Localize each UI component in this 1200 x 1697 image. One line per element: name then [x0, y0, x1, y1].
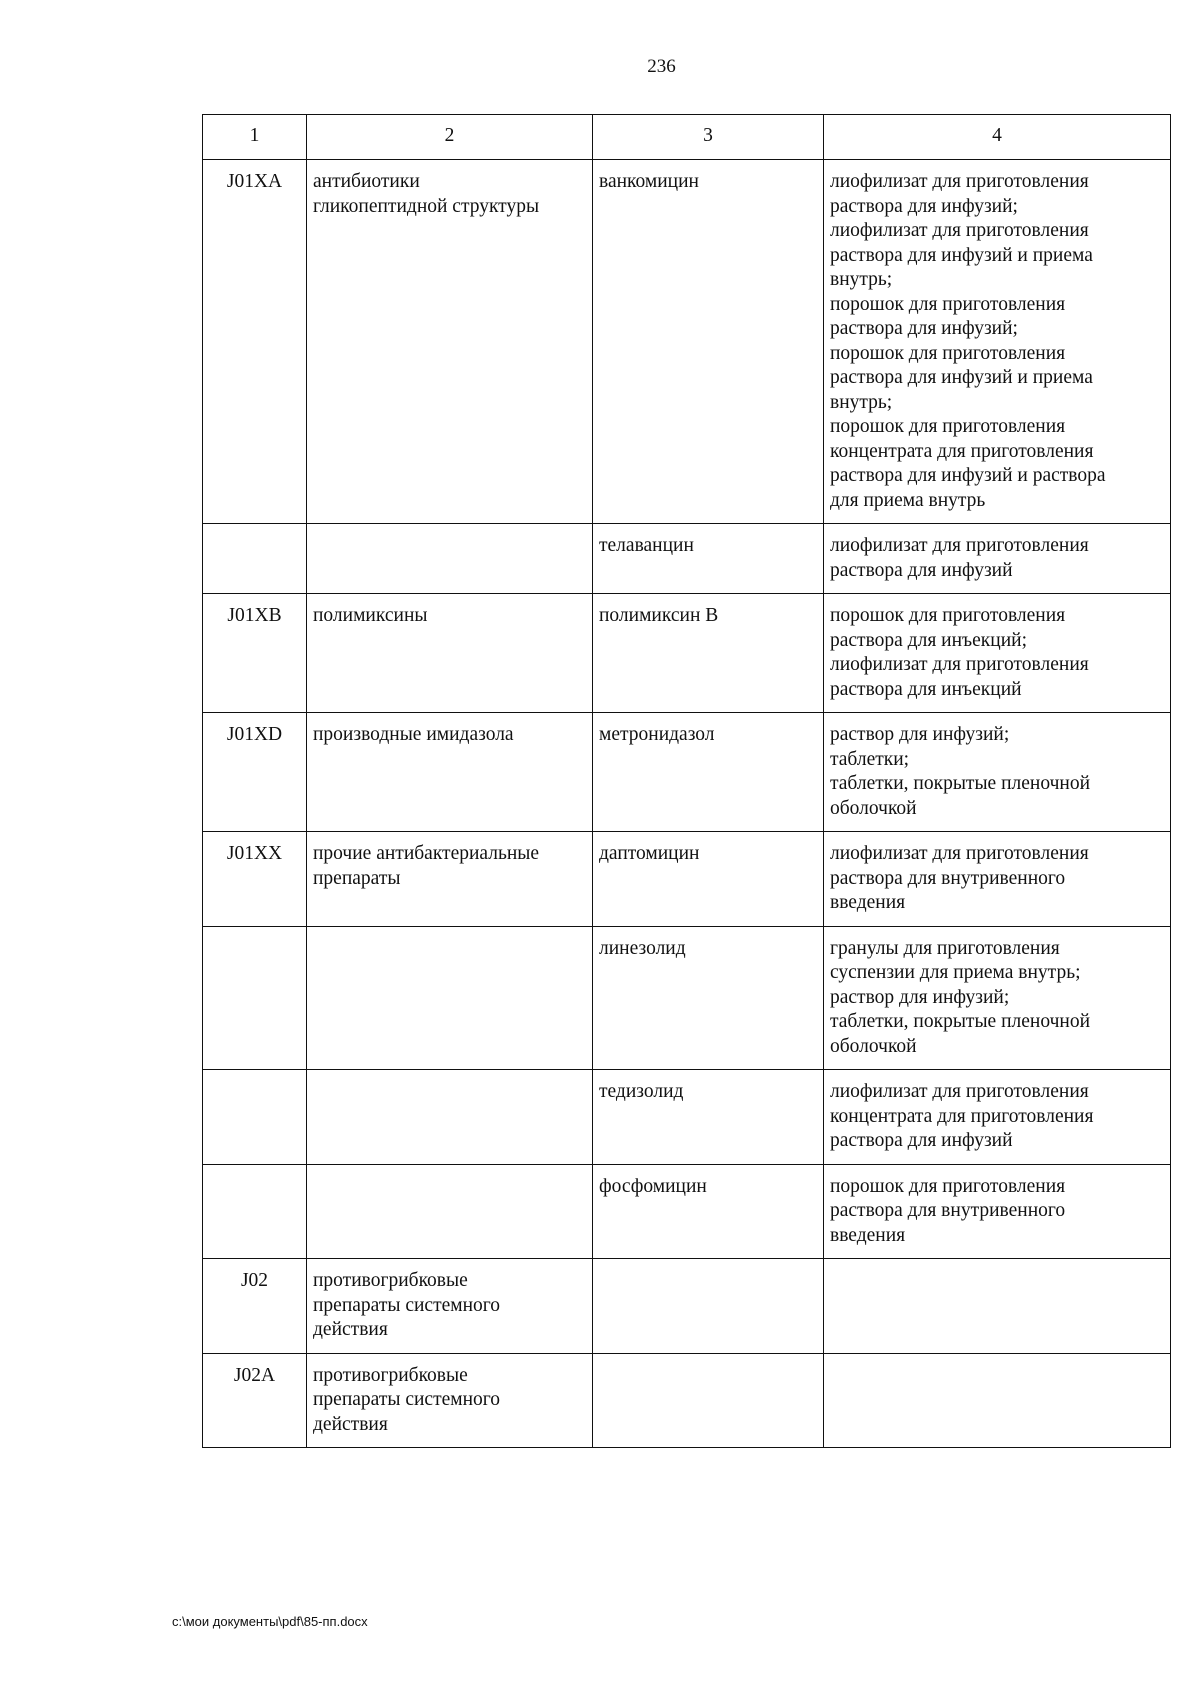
dosage-form-line: раствора для инфузий [830, 559, 1013, 581]
dosage-form-line: раствор для инфузий; [830, 986, 1010, 1008]
dosage-forms-cell [824, 1164, 1171, 1259]
header-col-4: 4 [824, 115, 1171, 160]
atc-code-cell: J01XD [203, 713, 307, 832]
page-number: 236 [647, 56, 676, 77]
dosage-form-line: гранулы для приготовления [830, 937, 1060, 959]
drug-name-cell: даптомицин [593, 832, 824, 927]
group-name-line: производные имидазола [313, 724, 514, 745]
drug-name-cell: телаванцин [593, 524, 824, 594]
group-name-line: противогрибковые [313, 1364, 468, 1386]
dosage-form-line: внутрь; [830, 269, 893, 290]
dosage-form-line: раствора для инфузий [830, 1130, 1013, 1151]
table-row [203, 594, 1171, 713]
dosage-forms-cell [824, 1070, 1171, 1165]
dosage-forms-cell [824, 832, 1171, 927]
header-row [203, 115, 1171, 160]
dosage-form-line: раствора для инъекций [830, 678, 1022, 700]
dosage-forms-cell [824, 1259, 1171, 1354]
group-name-cell [307, 1070, 593, 1165]
group-name-line: препараты системного [313, 1389, 501, 1410]
group-name-cell [307, 1259, 593, 1354]
group-name-cell [307, 713, 593, 832]
atc-code-cell: J02 [203, 1259, 307, 1354]
atc-code-cell [203, 926, 307, 1070]
dosage-form-line: таблетки; [830, 748, 910, 770]
dosage-form-line: раствора для инъекций; [830, 629, 1027, 651]
dosage-form-line: таблетки, покрытые пленочной [830, 773, 1091, 794]
footer-file-path: c:\мои документы\pdf\85-пп.docx [172, 1614, 368, 1629]
dosage-forms-cell [824, 713, 1171, 832]
drug-name-cell: ванкомицин [593, 160, 824, 524]
dosage-form-line: концентрата для приготовления [830, 440, 1094, 462]
group-name-cell [307, 524, 593, 594]
dosage-forms-cell [824, 926, 1171, 1070]
atc-code-cell: J02A [203, 1353, 307, 1448]
dosage-form-line: лиофилизат для приготовления [830, 171, 1089, 192]
group-name-line: действия [313, 1319, 388, 1340]
header-col-1: 1 [203, 115, 307, 160]
group-name-cell [307, 832, 593, 927]
atc-code-cell [203, 1164, 307, 1259]
drug-name-cell [593, 1353, 824, 1448]
header-col-2: 2 [307, 115, 593, 160]
table-row [203, 1164, 1171, 1259]
drug-table [202, 114, 1171, 1448]
dosage-form-line: лиофилизат для приготовления [830, 654, 1089, 675]
dosage-form-line: раствора для инфузий и приема [830, 244, 1093, 266]
group-name-line: противогрибковые [313, 1270, 468, 1291]
dosage-form-line: порошок для приготовления [830, 293, 1066, 315]
dosage-form-line: введения [830, 892, 906, 913]
group-name-cell [307, 594, 593, 713]
drug-name-cell: полимиксин B [593, 594, 824, 713]
group-name-cell [307, 926, 593, 1070]
dosage-form-line: введения [830, 1224, 906, 1246]
atc-code-cell: J01XA [203, 160, 307, 524]
dosage-form-line: порошок для приготовления [830, 416, 1066, 437]
dosage-form-line: раствора для инфузий и раствора [830, 465, 1106, 486]
table-row [203, 1353, 1171, 1448]
dosage-form-line: порошок для приготовления [830, 342, 1066, 364]
dosage-form-line: суспензии для приема внутрь; [830, 962, 1081, 983]
group-name-line: антибиотики [313, 171, 420, 192]
group-name-line: прочие антибактериальные [313, 843, 540, 864]
dosage-forms-cell [824, 594, 1171, 713]
table-body [203, 160, 1171, 1448]
table-row [203, 160, 1171, 524]
group-name-line: полимиксины [313, 605, 428, 626]
dosage-form-line: раствора для инфузий; [830, 318, 1018, 339]
dosage-form-line: лиофилизат для приготовления [830, 535, 1089, 556]
atc-code-cell: J01XX [203, 832, 307, 927]
dosage-form-line: оболочкой [830, 1035, 917, 1057]
dosage-forms-cell [824, 1353, 1171, 1448]
dosage-form-line: лиофилизат для приготовления [830, 220, 1089, 241]
dosage-form-line: для приема внутрь [830, 489, 986, 511]
dosage-form-line: порошок для приготовления [830, 605, 1066, 626]
dosage-form-line: раствора для инфузий; [830, 195, 1018, 217]
dosage-forms-cell [824, 160, 1171, 524]
table-row [203, 1070, 1171, 1165]
table-row [203, 524, 1171, 594]
dosage-form-line: раствора для инфузий и приема [830, 367, 1093, 388]
dosage-forms-cell [824, 524, 1171, 594]
dosage-form-line: концентрата для приготовления [830, 1105, 1094, 1127]
group-name-cell [307, 160, 593, 524]
group-name-line: действия [313, 1413, 388, 1435]
dosage-form-line: лиофилизат для приготовления [830, 1081, 1089, 1102]
drug-name-cell: метронидазол [593, 713, 824, 832]
dosage-form-line: порошок для приготовления [830, 1175, 1066, 1197]
group-name-line: гликопептидной структуры [313, 195, 540, 217]
group-name-line: препараты [313, 867, 401, 889]
drug-name-cell [593, 1259, 824, 1354]
dosage-form-line: внутрь; [830, 391, 893, 413]
group-name-cell [307, 1164, 593, 1259]
atc-code-cell [203, 524, 307, 594]
atc-code-cell: J01XB [203, 594, 307, 713]
dosage-form-line: оболочкой [830, 797, 917, 819]
group-name-cell [307, 1353, 593, 1448]
header-col-3: 3 [593, 115, 824, 160]
group-name-line: препараты системного [313, 1294, 501, 1316]
drug-name-cell: фосфомицин [593, 1164, 824, 1259]
dosage-form-line: раствора для внутривенного [830, 867, 1066, 889]
dosage-form-line: таблетки, покрытые пленочной [830, 1011, 1091, 1032]
dosage-form-line: раствора для внутривенного [830, 1200, 1066, 1221]
table-row [203, 713, 1171, 832]
atc-code-cell [203, 1070, 307, 1165]
table-header [203, 115, 1171, 160]
drug-name-cell: тедизолид [593, 1070, 824, 1165]
table-row [203, 1259, 1171, 1354]
table-row [203, 832, 1171, 927]
dosage-form-line: раствор для инфузий; [830, 724, 1010, 745]
dosage-form-line: лиофилизат для приготовления [830, 843, 1089, 864]
drug-name-cell: линезолид [593, 926, 824, 1070]
table-row [203, 926, 1171, 1070]
